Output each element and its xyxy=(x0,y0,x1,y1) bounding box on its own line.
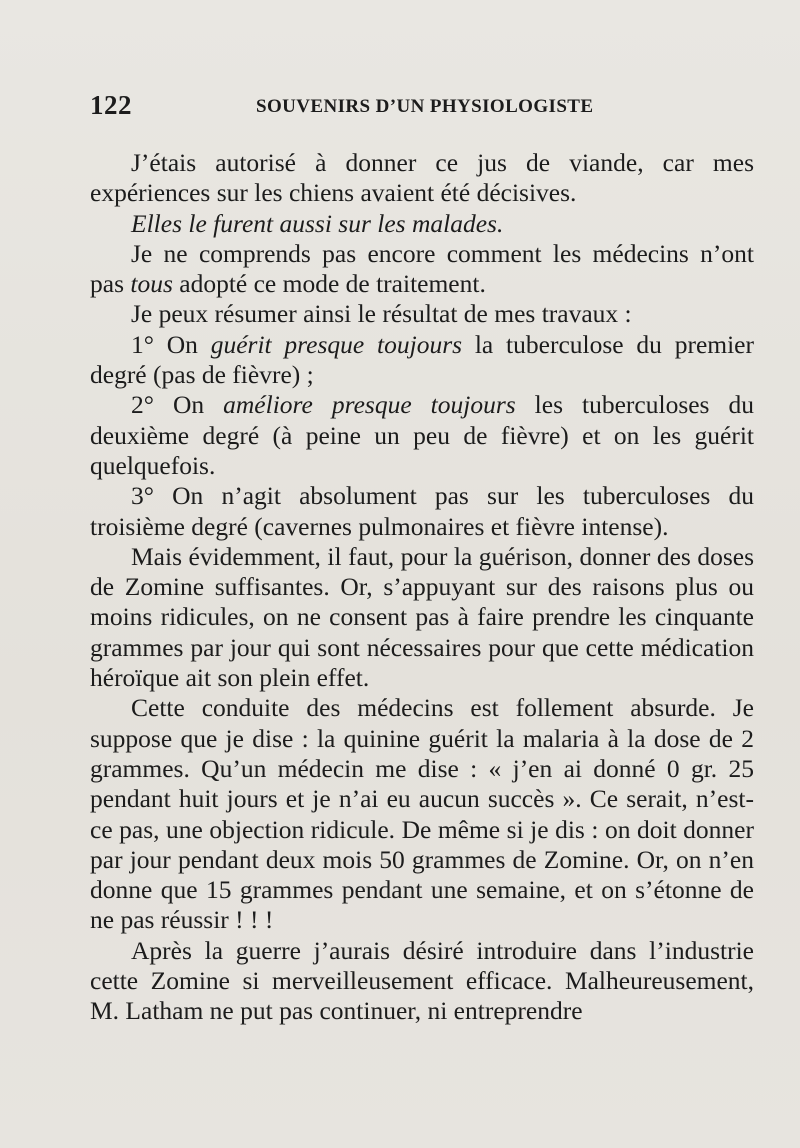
page-number: 122 xyxy=(90,90,132,120)
paragraph: Après la guerre j’aurais désiré introduire dans l’industrie cette Zomine si merveilleusement efficace. Malheureusement, M. Latham ne put pas continuer, ni entreprendre xyxy=(90,935,754,1026)
text-run: adopté ce mode de traitement. xyxy=(172,269,486,299)
paragraph: J’étais autorisé à donner ce jus de viande, car mes expériences sur les chiens avaient été décisives. xyxy=(90,148,754,208)
italic-run: améliore presque toujours xyxy=(223,390,516,420)
page-header xyxy=(90,90,755,124)
text-run: Je ne comprends pas encore comment les médecins n’ont pas xyxy=(90,238,754,299)
text-run: les tuberculoses du deuxième degré (à peine un peu de fièvre) et on les guérit quelquefois. xyxy=(90,390,754,480)
italic-run: tous xyxy=(130,269,173,299)
paragraph: Cette conduite des médecins est follement absurde. Je suppose que je dise : la quinine guérit la malaria à la dose de 2 grammes. Qu’un médecin me dise : « j’en ai donné 0 gr. 25 pendant huit jours et je n’ai eu aucun succès ». Ce serait, n’est-ce pas, une objection ridicule. De même si je dis : on doit donner par jour pendant deux mois 50 grammes de Zomine. Or, on n’en donne que 15 grammes pendant une semaine, et on s’étonne de ne pas réussir ! ! ! xyxy=(90,693,754,935)
list-item xyxy=(90,390,754,481)
running-title: SOUVENIRS D’UN PHYSIOLOGISTE xyxy=(256,96,594,117)
paragraph: Elles le furent aussi sur les malades. xyxy=(131,208,504,238)
text-run: 2° On xyxy=(131,390,224,420)
text-run: la tuberculose du premier degré (pas de fièvre) ; xyxy=(90,329,754,390)
text-run: 1° On xyxy=(131,329,211,359)
italic-run: guérit presque toujours xyxy=(210,329,463,359)
body-text xyxy=(90,148,754,1027)
list-item xyxy=(90,330,754,391)
list-item: 3° On n’agit absolument pas sur les tuberculoses du troisième degré (cavernes pulmonaires et fièvre intense). xyxy=(90,481,754,541)
paragraph: Je peux résumer ainsi le résultat de mes travaux : xyxy=(131,299,632,329)
paragraph: Mais évidemment, il faut, pour la guérison, donner des doses de Zomine suffisantes. Or, s’appuyant sur des raisons plus ou moins ridicules, on ne consent pas à faire prendre les cinquante grammes par jour qui sont nécessaires pour que cette médication héroïque ait son plein effet. xyxy=(90,541,754,693)
paragraph xyxy=(90,239,754,300)
